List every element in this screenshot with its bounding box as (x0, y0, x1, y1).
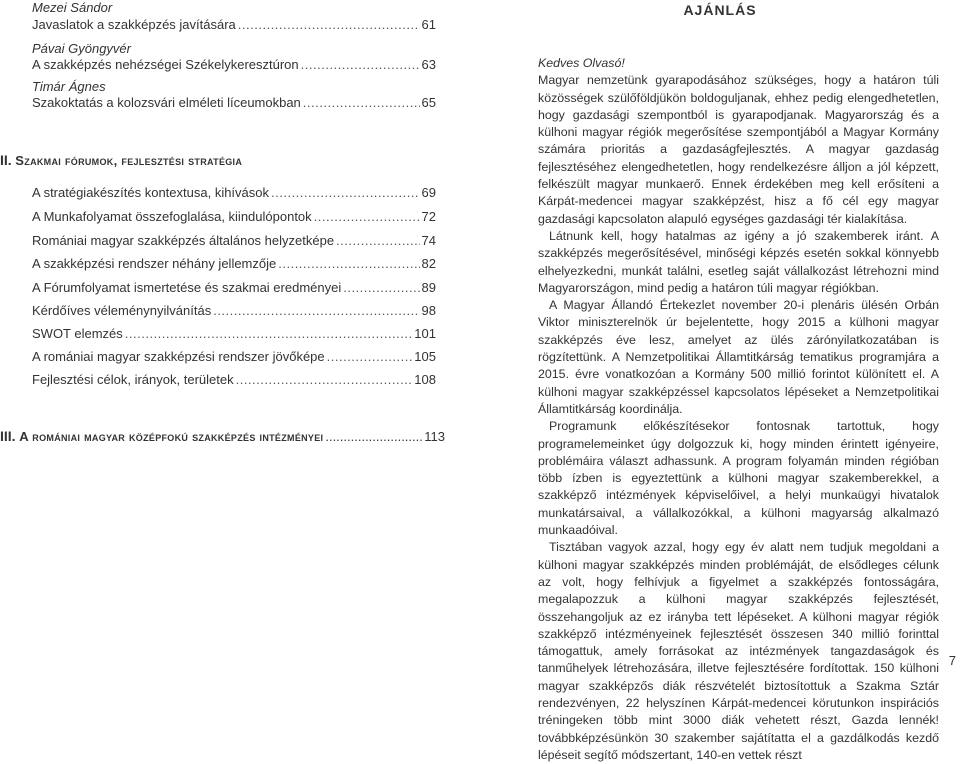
toc-leader-dots (238, 17, 420, 33)
toc-leader-dots (343, 280, 419, 296)
toc-entry-page: 105 (414, 349, 436, 364)
toc-entry-page: 61 (421, 17, 436, 32)
section-title: A romániai magyar középfokú szakképzés intézményei (19, 429, 324, 444)
toc-leader-dots (213, 303, 419, 319)
toc-entry-title: A szakképzési rendszer néhány jellemzője (32, 256, 277, 271)
toc-entry[interactable] (32, 326, 436, 342)
toc-entry-title: Javaslatok a szakképzés javítására (32, 17, 236, 32)
toc-section-heading[interactable] (0, 152, 242, 168)
paragraph: Látnunk kell, hogy hatalmas az igény a jó szakemberek iránt. A szakképzés megerősítésével, minőségi képzés esetén sokkal könnyebb elhelyezkedni, munkát találni, esetleg saját vállalkozást létrehozni mind Magyarországon, mind pedig a határon túli magyar régiókban. (538, 228, 939, 295)
toc-entry[interactable] (32, 233, 436, 249)
toc-author: Pávai Gyöngyvér (32, 41, 131, 56)
toc-entry[interactable] (32, 17, 436, 33)
paragraph: Tisztában vagyok azzal, hogy egy év alatt nem tudjuk megoldani a külhoni magyar szakképzés minden problémáját, de elsődleges célunk az volt, hogy felhívjuk a figyelmet a szakképzés fontosságára, megalapozzuk a külhoni magyar szakképzés fejlesztését, összehangoljuk az ez irányba tett lépéseket. A külhoni magyar régiók szakképző intézményeinek fejlesztését összesen 340 millió forinttal támogattuk, amely forrásokat az intézmények tangazdaságok és tanműhelyek létrehozására, illetve fejlesztésére fordítottak. 150 külhoni magyar szakképzős diák részvételét biztosítottuk a Szakma Sztár rendezvényen, 22 helyszínen Kárpát-medencei körutunkon inspirációs tréningeken több mint 3000 diák vehetett részt, Gazda lennék! továbbképzésünkön 30 szakember sajátítatta el a gazdálkodás kezdő lépéseit segítő módszertant, 140-en vettek részt (538, 540, 939, 762)
toc-entry-title: SWOT elemzés (32, 326, 123, 341)
toc-entry-page: 65 (421, 95, 436, 110)
toc-entry-page: 98 (421, 303, 436, 318)
toc-author: Mezei Sándor (32, 0, 113, 15)
paragraph: Programunk előkészítésekor fontosnak tartottuk, hogy programelemeinket úgy dolgozzuk ki, hogy minden érintett igényeire, problémáira választ adhassunk. A program folyamán minden régióban több ízben is egyeztettünk a külhoni magyar szakemberekkel, a szakképző intézmények képviselőivel, a helyi munkaügyi hivatalok munkatársaival, a vállalkozókkal, a külhoni magyarság alkalmazó munkaadóival. (538, 419, 939, 538)
toc-entry-title: A szakképzés nehézségei Székelykeresztúron (32, 57, 299, 72)
toc-entry[interactable] (32, 372, 436, 388)
toc-entry-page: 69 (421, 185, 436, 200)
toc-leader-dots (125, 326, 413, 342)
section-title: Szakmai fórumok, fejlesztési stratégia (15, 153, 243, 168)
toc-entry[interactable] (32, 256, 436, 272)
toc-section-heading[interactable] (0, 428, 445, 444)
paragraph: A Magyar Állandó Értekezlet november 20-i plenáris ülésén Orbán Viktor miniszterelnök úr bejelentette, hogy 2015 a külhoni magyar szakképzés éve lesz, amelyet az ülés zárónyilatkozatában is rögzítettünk. A Nemzetpolitikai Államtitkárság tematikus programjára a 2015. évre vonatkozóan a Kormány 500 millió forintot különített el. A külhoni magyar szakképzéssel kapcsolatos lépéseket a Nemzetpolitikai Államtitkárság koordinálja. (538, 298, 939, 416)
page-number: 7 (948, 653, 956, 668)
foreword-column (480, 0, 960, 762)
section-number: III. (0, 428, 16, 444)
toc-entry-title: A Fórumfolyamat ismertetése és szakmai eredményei (32, 280, 342, 295)
toc-entry-title: A romániai magyar szakképzési rendszer jövőképe (32, 349, 325, 364)
toc-entry[interactable] (32, 185, 436, 201)
toc-leader-dots (303, 95, 420, 111)
toc-entry-page: 89 (421, 280, 436, 295)
toc-entry-title: Romániai magyar szakképzés általános helyzetképe (32, 233, 335, 248)
toc-entry[interactable] (32, 95, 436, 111)
toc-leader-dots (301, 57, 420, 73)
toc-author: Timár Ágnes (32, 79, 106, 94)
toc-entry-page: 82 (421, 256, 436, 271)
toc-entry-title: Kérdőíves véleménynyilvánítás (32, 303, 212, 318)
toc-entry[interactable] (32, 57, 436, 73)
toc-entry-page: 74 (421, 233, 436, 248)
toc-entry-page: 113 (424, 429, 445, 444)
toc-leader-dots (336, 233, 419, 249)
toc-entry-title: A Munkafolyamat összefoglalása, kiindulópontok (32, 209, 312, 224)
paragraph: Magyar nemzetünk gyarapodásához szükséges, hogy a határon túli közösségek szülőföldjükön boldoguljanak, ehhez pedig elengedhetetlen, hogy gazdasági szempontból is gyarapodjanak. Magyarország és a külhoni magyar régiók megerősítése szempontjából a Magyar Kormány számára prioritás a gazdaságfejlesztés. A magyar gazdaság fejlesztéséhez elengedhetetlen, hogy rendelkezésre álljon a jól képzett, felkészült magyar munkaerő. Ennek érdekében meg kell erősíteni a Kárpát-medencei magyar szakképzést, hisz a fő cél egy magyar gazdasági kapcsolaton alapuló egységes gazdasági tér kialakítása. (538, 73, 939, 226)
toc-leader-dots (327, 349, 413, 365)
toc-entry[interactable] (32, 280, 436, 296)
toc-entry-title: Fejlesztési célok, irányok, területek (32, 372, 234, 387)
toc-leader-dots (325, 429, 422, 444)
toc-entry[interactable] (32, 349, 436, 365)
toc-entry-page: 72 (421, 209, 436, 224)
salutation: Kedves Olvasó! (538, 56, 625, 70)
toc-leader-dots (278, 256, 419, 272)
section-number: II. (0, 152, 12, 168)
toc-entry-page: 63 (421, 57, 436, 72)
foreword-body (538, 55, 939, 764)
toc-entry[interactable] (32, 209, 436, 225)
toc-leader-dots (314, 209, 420, 225)
toc-leader-dots (236, 372, 413, 388)
toc-entry-page: 101 (414, 326, 436, 341)
toc-column (0, 0, 450, 670)
toc-entry-title: A stratégiakészítés kontextusa, kihívások (32, 185, 270, 200)
page-title: AJÁNLÁS (683, 2, 757, 18)
toc-entry[interactable] (32, 303, 436, 319)
toc-entry-page: 108 (414, 372, 436, 387)
toc-entry-title: Szakoktatás a kolozsvári elméleti líceumokban (32, 95, 301, 110)
toc-leader-dots (271, 185, 420, 201)
